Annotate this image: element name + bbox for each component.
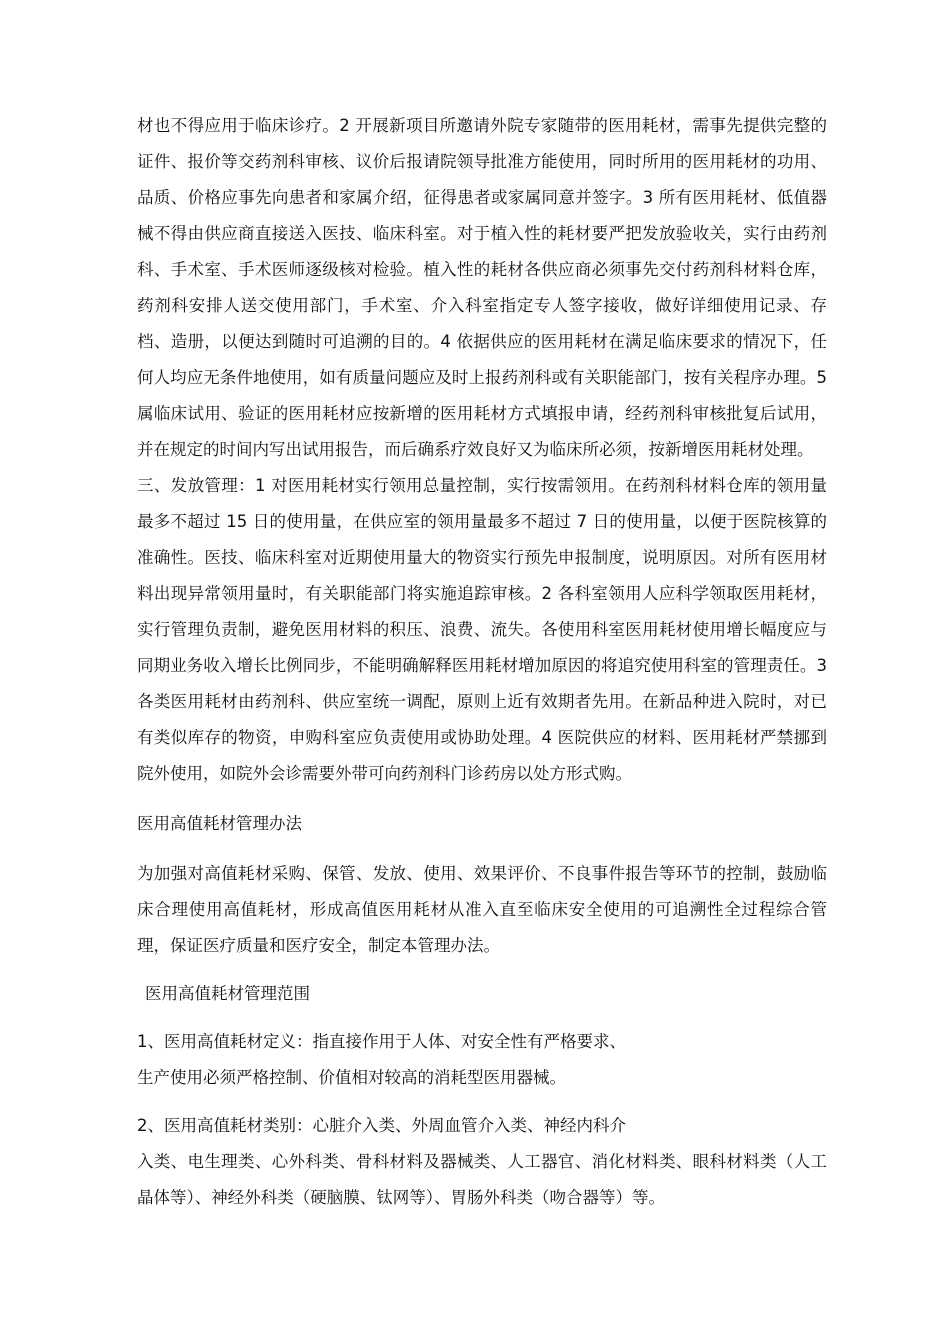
document-page [137, 108, 827, 1216]
definition-line-2: 生产使用必须严格控制、价值相对较高的消耗型医用器械。 [137, 1068, 566, 1087]
category-item [137, 1108, 827, 1216]
paragraph-usage-rules: 材也不得应用于临床诊疗。2 开展新项目所邀请外院专家随带的医用耗材，需事先提供完整的证件、报价等交药剂科审核、议价后报请院领导批准方能使用，同时所用的医用耗材的功用、品质、价格应事先向患者和家属介绍，征得患者或家属同意并签字。3 所有医用耗材、低值器械不得由供应商直接送入医技、临床科室。对于植入性的耗材要严把发放验收关，实行由药剂科、手术室、手术医师逐级核对检验。植入性的耗材各供应商必须事先交付药剂科材料仓库，药剂科安排人送交使用部门，手术室、介入科室指定专人签字接收，做好详细使用记录、存档、造册，以便达到随时可追溯的目的。4 依据供应的医用耗材在满足临床要求的情况下，任何人均应无条件地使用，如有质量问题应及时上报药剂科或有关职能部门，按有关程序办理。5 属临床试用、验证的医用耗材应按新增的医用耗材方式填报申请，经药剂科审核批复后试用，并在规定的时间内写出试用报告，而后确系疗效良好又为临床所必须，按新增医用耗材处理。 [137, 116, 827, 459]
category-line-2: 入类、电生理类、心外科类、骨科材料及器械类、人工器官、消化材料类、眼科材料类（人工晶体等）、神经外科类（硬脑膜、钛网等）、胃肠外科类（吻合器等）等。 [137, 1152, 827, 1207]
section-title: 医用高值耗材管理办法 [137, 814, 302, 833]
paragraph-distribution-management: 三、发放管理：1 对医用耗材实行领用总量控制，实行按需领用。在药剂科材料仓库的领用量最多不超过 15 日的使用量，在供应室的领用量最多不超过 7 日的使用量，以便于医院核算的准确性。医技、临床科室对近期使用量大的物资实行预先申报制度，说明原因。对所有医用材料出现异常领用量时，有关职能部门将实施追踪审核。2 各科室领用人应科学领取医用耗材，实行管理负责制，避免医用材料的积压、浪费、流失。各使用科室医用耗材使用增长幅度应与同期业务收入增长比例同步，不能明确解释医用耗材增加原因的将追究使用科室的管理责任。3 各类医用耗材由药剂科、供应室统一调配，原则上近有效期者先用。在新品种进入院时，对已有类似库存的物资，申购科室应负责使用或协助处理。4 医院供应的材料、医用耗材严禁挪到院外使用，如院外会诊需要外带可向药剂科门诊药房以处方形式购。 [137, 476, 827, 783]
category-line-1: 2、医用高值耗材类别：心脏介入类、外周血管介入类、神经内科介 [137, 1116, 626, 1135]
scope-heading: 医用高值耗材管理范围 [145, 984, 310, 1003]
definition-line-1: 1、医用高值耗材定义：指直接作用于人体、对安全性有严格要求、 [137, 1032, 626, 1051]
paragraph-intro: 为加强对高值耗材采购、保管、发放、使用、效果评价、不良事件报告等环节的控制，鼓励临床合理使用高值耗材，形成高值医用耗材从准入直至临床安全使用的可追溯性全过程综合管理，保证医疗质量和医疗安全，制定本管理办法。 [137, 864, 827, 955]
definition-item [137, 1024, 827, 1096]
